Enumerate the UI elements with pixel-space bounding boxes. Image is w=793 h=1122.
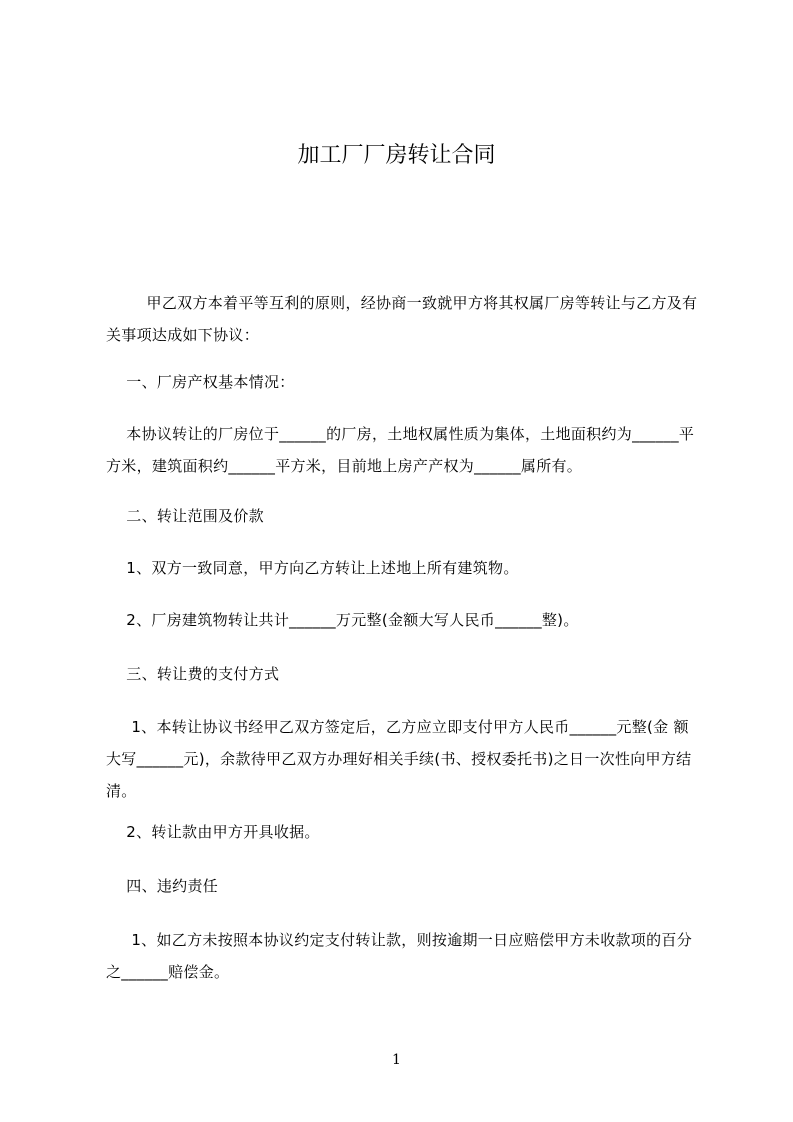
document-title: 加工厂厂房转让合同 <box>297 143 496 168</box>
section-1-paragraph: 本协议转让的厂房位于______的厂房，土地权属性质为集体，土地面积约为______平方米，建筑面积约______平方米，目前地上房产产权为______属所有。 <box>106 425 695 475</box>
section-2-item-1: 1、双方一致同意，甲方向乙方转让上述地上所有建筑物。 <box>106 559 519 577</box>
intro-paragraph: 甲乙双方本着平等互利的原则，经协商一致就甲方将其权属厂房等转让与乙方及有关事项达成如下协议： <box>106 294 698 344</box>
page-number: 1 <box>392 1052 401 1068</box>
section-3-item-2: 2、转让款由甲方开具收据。 <box>106 823 320 841</box>
section-2-heading: 二、转让范围及价款 <box>106 507 264 525</box>
section-2-item-2: 2、厂房建筑物转让共计______万元整(金额大写人民币______整)。 <box>106 611 579 629</box>
section-3-item-1: 1、本转让协议书经甲乙双方签定后，乙方应立即支付甲方人民币______元整(金 额大写______元)，余款待甲乙双方办理好相关手续(书、授权委托书)之日一次性向甲方结清。 <box>106 718 692 800</box>
section-3-heading: 三、转让费的支付方式 <box>106 665 280 683</box>
section-4-heading: 四、违约责任 <box>106 877 219 895</box>
section-4-item-1: 1、如乙方未按照本协议约定支付转让款，则按逾期一日应赔偿甲方未收款项的百分之______赔偿金。 <box>106 931 692 981</box>
section-1-heading: 一、厂房产权基本情况： <box>106 373 295 391</box>
